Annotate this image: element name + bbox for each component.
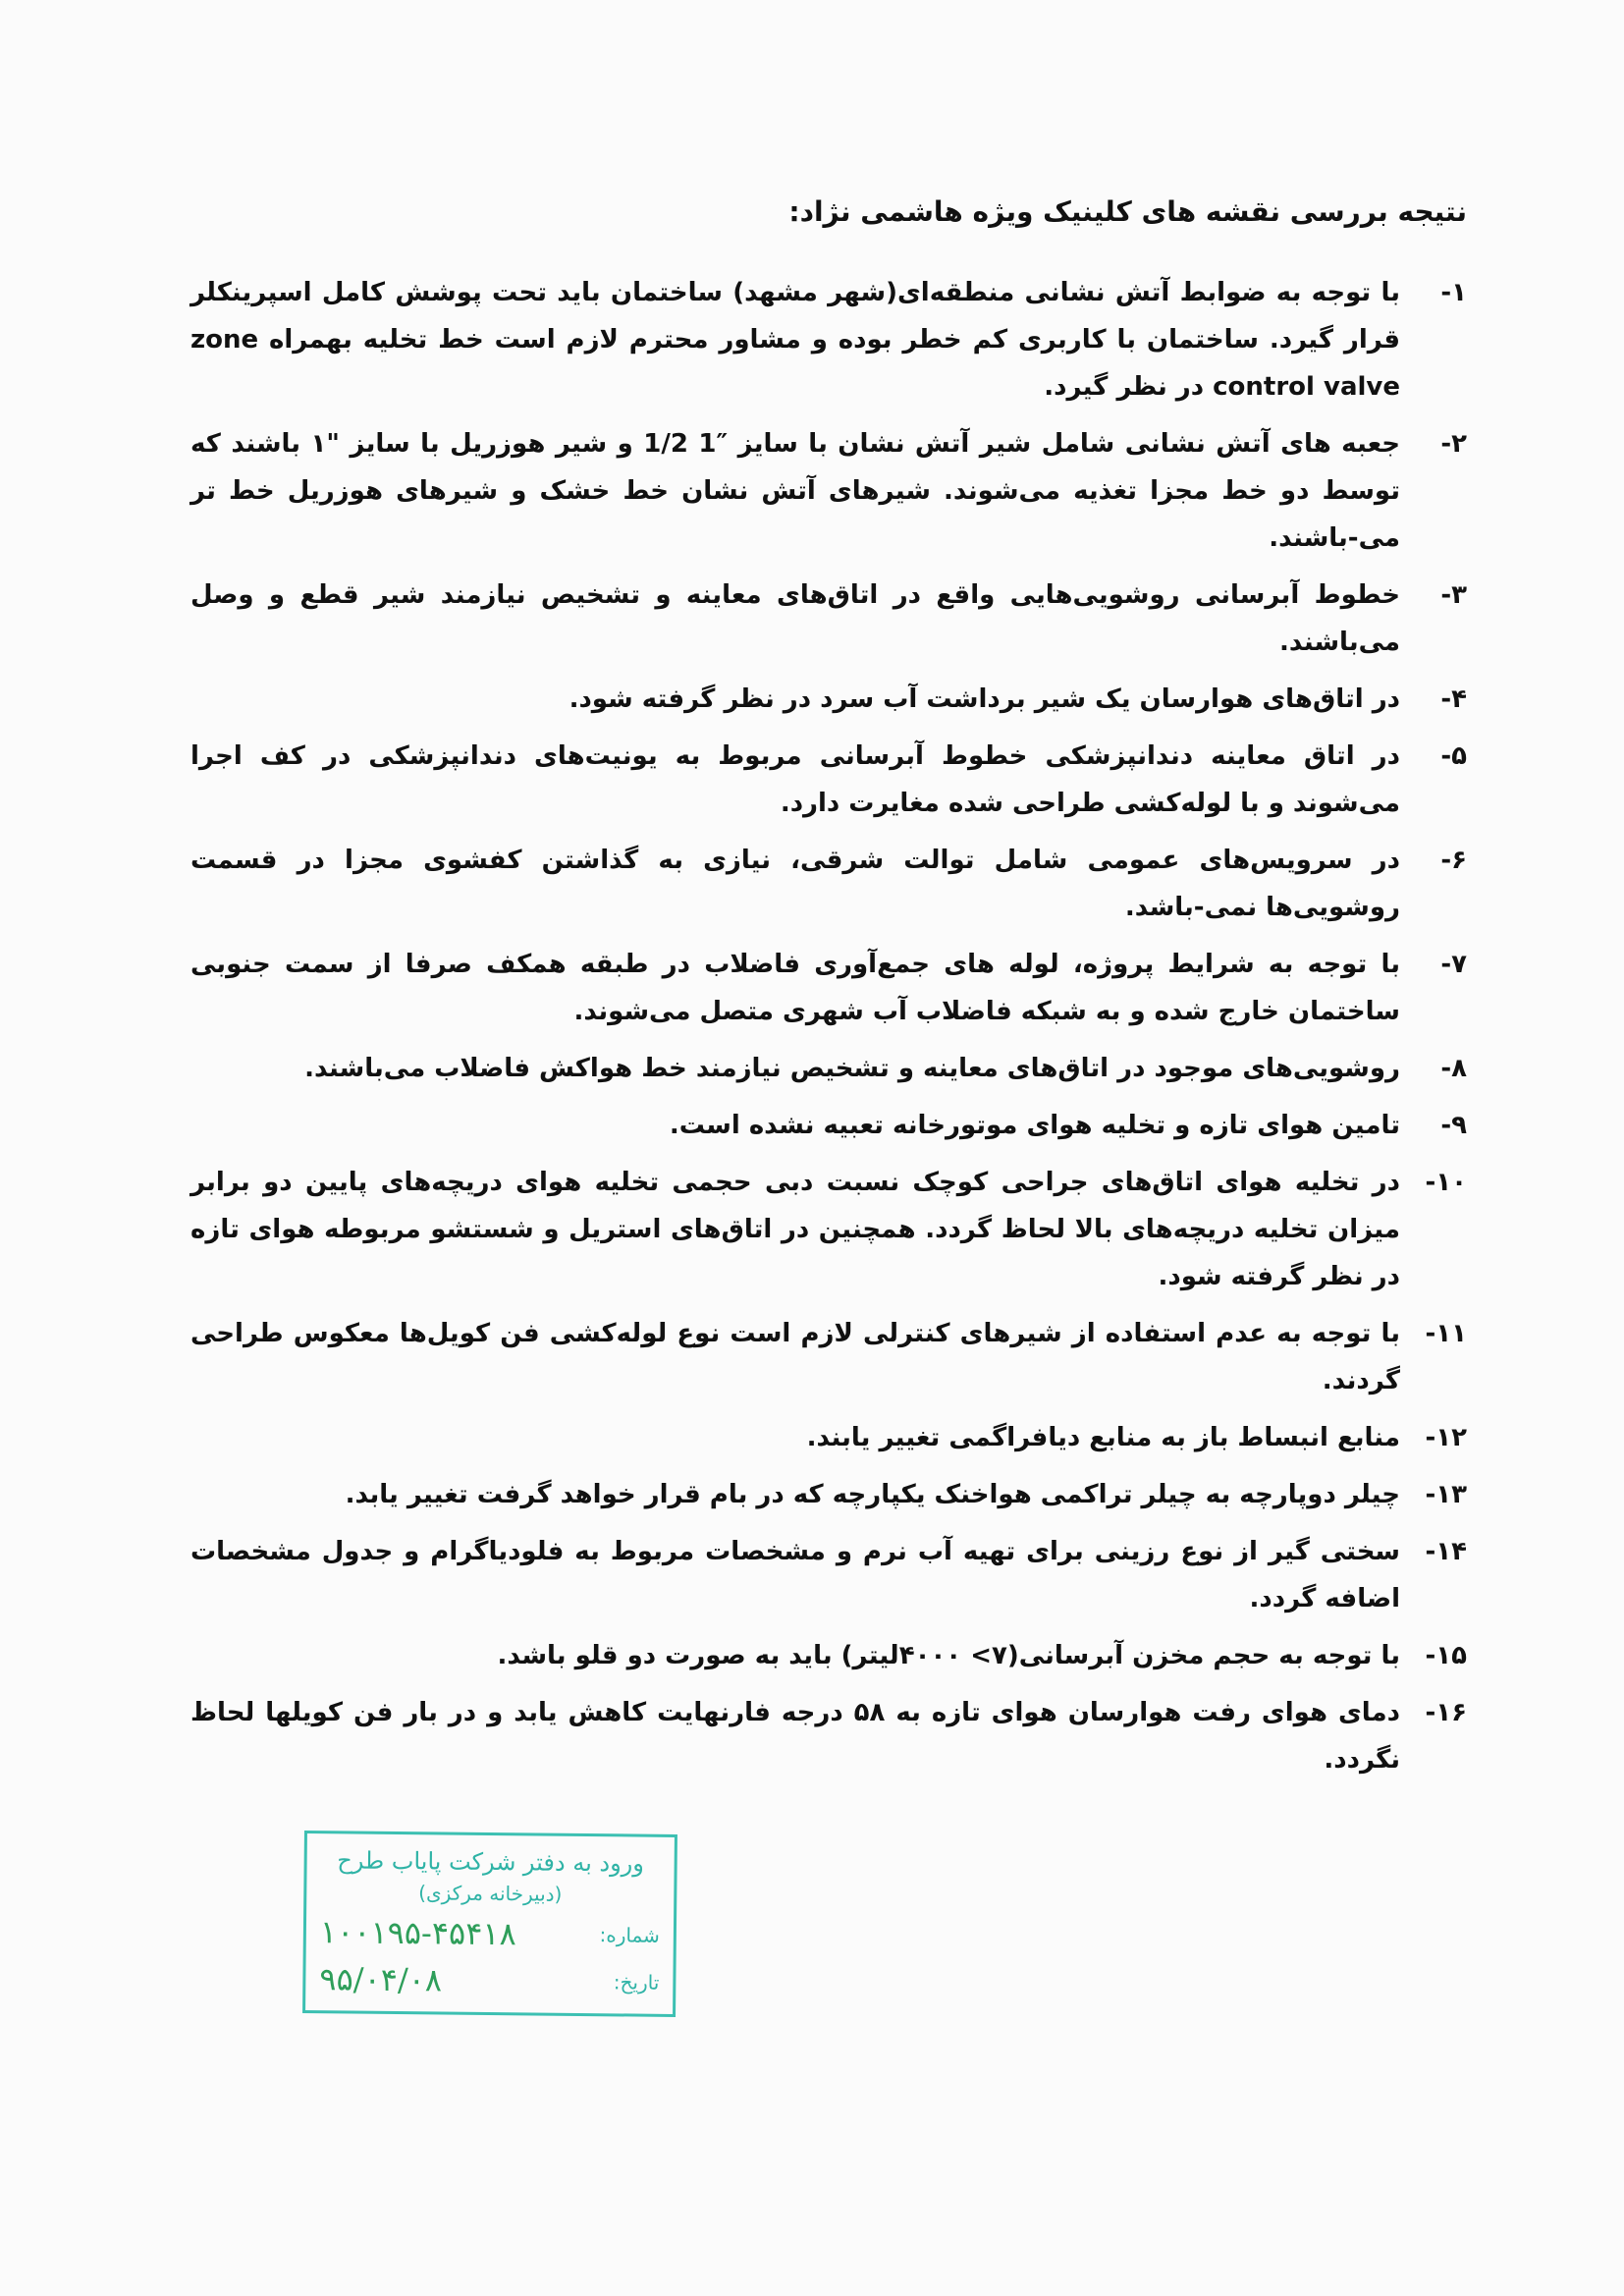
list-item: [190, 1471, 1467, 1518]
item-text: منابع انبساط باز به منابع دیافراگمی تغییر یابند.: [806, 1423, 1400, 1452]
item-text: روشویی‌های موجود در اتاق‌های معاینه و تشخیص نیازمند خط هواکش فاضلاب می‌باشند.: [304, 1054, 1400, 1083]
stamp-subheading: (دبیرخانه مرکزی): [418, 1881, 563, 1906]
item-number: ۱۲-: [1425, 1423, 1467, 1452]
stamp-date-label: تاریخ:: [613, 1970, 660, 1995]
stamp-date-handwritten: ۹۵/۰۴/۰۸: [319, 1960, 443, 1999]
item-text: در اتاق‌های هوارسان یک شیر برداشت آب سرد در نظر گرفته شود.: [568, 684, 1400, 714]
list-item: [190, 1310, 1467, 1404]
document-body: [190, 189, 1467, 2015]
item-text: در سرویس‌های عمومی شامل توالت شرقی، نیازی به گذاشتن کفشوی مجزا در قسمت روشویی‌ها نمی-باشد.: [190, 846, 1400, 922]
item-text: دمای هوای رفت هوارسان هوای تازه به ۵۸ درجه فارنهایت کاهش یابد و در بار فن کویلها لحاظ نگردد.: [190, 1698, 1400, 1775]
item-number: ۵-: [1440, 741, 1467, 771]
item-number: ۸-: [1440, 1054, 1467, 1083]
list-item: [190, 269, 1467, 410]
item-number: ۱۰-: [1425, 1168, 1467, 1197]
list-item: [190, 1414, 1467, 1461]
item-text: جعبه های آتش نشانی شامل شیر آتش نشان با سایز ″1 1/2 و شیر هوزریل با سایز "۱ باشند که توسط دو خط مجزا تغذیه می‌شوند. شیرهای آتش نشان خط خشک و شیرهای هوزریل خط تر می-باشند.: [190, 429, 1400, 553]
list-item: [190, 1689, 1467, 1783]
stamp-heading: ورود به دفتر شرکت پایاب طرح: [337, 1846, 645, 1878]
item-text: در اتاق معاینه دندانپزشکی خطوط آبرسانی مربوط به یونیت‌های دندانپزشکی در کف اجرا می‌شوند و با لوله‌کشی طراحی شده مغایرت دارد.: [190, 741, 1400, 818]
office-receipt-stamp: [302, 1831, 677, 2017]
stamp-number-handwritten: ۱۰۰۱۹۵-۴۵۴۱۸: [319, 1913, 516, 1953]
item-number: ۳-: [1440, 580, 1467, 610]
item-number: ۴-: [1440, 684, 1467, 714]
list-item: [190, 676, 1467, 723]
item-number: ۶-: [1440, 846, 1467, 875]
item-text: در تخلیه هوای اتاق‌های جراحی کوچک نسبت دبی حجمی تخلیه هوای دریچه‌های پایین دو برابر میزان تخلیه دریچه‌های بالا لحاظ گردد. همچنین در اتاق‌های استریل و شستشو مربوطه هوای تازه در نظر گرفته شود.: [190, 1168, 1400, 1291]
item-number: ۲-: [1440, 429, 1467, 459]
stamp-number-label: شماره:: [599, 1923, 661, 1947]
item-number: ۱۵-: [1425, 1641, 1467, 1670]
list-item: [190, 572, 1467, 666]
list-item: [190, 1159, 1467, 1300]
list-item: [190, 1102, 1467, 1149]
list-item: [190, 837, 1467, 931]
item-number: ۱۱-: [1425, 1319, 1467, 1348]
item-number: ۱-: [1440, 278, 1467, 307]
item-number: ۷-: [1440, 950, 1467, 979]
stamp-area: [190, 1832, 1467, 2015]
item-text: با توجه به حجم مخزن آبرسانی(۷> ۴۰۰۰لیتر) باید به صورت دو قلو باشد.: [497, 1641, 1400, 1670]
list-item: [190, 733, 1467, 827]
item-text: چیلر دوپارچه به چیلر تراکمی هواخنک یکپارچه که در بام قرار خواهد گرفت تغییر یابد.: [345, 1480, 1400, 1509]
item-text: با توجه به ضوابط آتش نشانی منطقه‌ای(شهر مشهد) ساختمان باید تحت پوشش کامل اسپرینکلر قرار گیرد. ساختمان با کاربری کم خطر بوده و مشاور محترم لازم است خط تخلیه بهمراه zone control valve در نظر گیرد.: [190, 278, 1400, 402]
item-number: ۹-: [1440, 1111, 1467, 1140]
document-title: نتیجه بررسی نقشه های کلینیک ویژه هاشمی نژاد:: [788, 195, 1467, 228]
list-item: [190, 420, 1467, 562]
list-item: [190, 1045, 1467, 1092]
item-text: با توجه به شرایط پروژه، لوله های جمع‌آوری فاضلاب در طبقه همکف صرفا از سمت جنوبی ساختمان خارج شده و به شبکه فاضلاب آب شهری متصل می‌شوند.: [190, 950, 1400, 1026]
item-number: ۱۴-: [1425, 1537, 1467, 1566]
list-item: [190, 941, 1467, 1035]
stamp-date-row: [319, 1957, 659, 2004]
item-text: سختی گیر از نوع رزینی برای تهیه آب نرم و مشخصات مربوط به فلودیاگرام و جدول مشخصات اضافه گردد.: [190, 1537, 1400, 1613]
findings-list: [190, 269, 1467, 1783]
item-text: تامین هوای تازه و تخلیه هوای موتورخانه تعبیه نشده است.: [669, 1111, 1400, 1140]
item-number: ۱۳-: [1425, 1480, 1467, 1509]
item-text: خطوط آبرسانی روشویی‌هایی واقع در اتاق‌های معاینه و تشخیص نیازمند شیر قطع و وصل می‌باشند.: [190, 580, 1400, 657]
stamp-number-row: [320, 1910, 660, 1957]
item-number: ۱۶-: [1425, 1698, 1467, 1727]
item-text: با توجه به عدم استفاده از شیرهای کنترلی لازم است نوع لوله‌کشی فن کویل‌ها معکوس طراحی گردند.: [190, 1319, 1400, 1395]
list-item: [190, 1632, 1467, 1679]
list-item: [190, 1528, 1467, 1622]
